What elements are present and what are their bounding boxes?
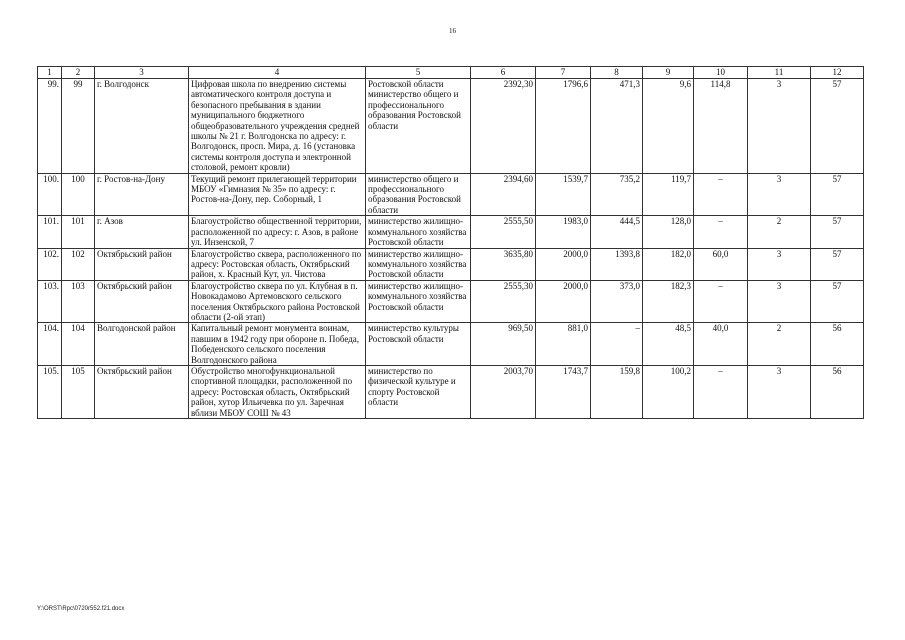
row-number: 104.: [38, 323, 62, 366]
row-value-12: 57: [811, 280, 864, 323]
table-row: [38, 365, 864, 418]
column-header: 3: [95, 67, 189, 79]
row-description: Капитальный ремонт монумента воинам, павшим в 1942 году при обороне п. Победа, Победенского сельского поселения Волгодонского района: [189, 323, 366, 366]
row-location: г. Волгодонск: [95, 79, 189, 174]
row-number: 100.: [38, 173, 62, 216]
row-total: 2392,30: [471, 79, 536, 174]
table-row: [38, 248, 864, 280]
row-value-8: 735,2: [591, 173, 643, 216]
column-header: 8: [591, 67, 643, 79]
row-location: г. Ростов-на-Дону: [95, 173, 189, 216]
row-index: 100: [62, 173, 95, 216]
row-value-7: 1539,7: [536, 173, 591, 216]
header-row: [38, 67, 864, 79]
row-value-11: 2: [748, 216, 811, 248]
row-total: 969,50: [471, 323, 536, 366]
row-value-10: –: [694, 173, 748, 216]
row-value-9: 100,2: [643, 365, 694, 418]
row-ministry: министерство жилищно-коммунального хозяйства Ростовской области: [366, 280, 471, 323]
row-total: 2394,60: [471, 173, 536, 216]
column-header: 10: [694, 67, 748, 79]
column-header: 1: [38, 67, 62, 79]
row-value-9: 128,0: [643, 216, 694, 248]
row-index: 102: [62, 248, 95, 280]
row-ministry: министерство по физической культуре и спорту Ростовской области: [366, 365, 471, 418]
row-location: Волгодонской район: [95, 323, 189, 366]
row-location: г. Азов: [95, 216, 189, 248]
row-ministry: министерство культуры Ростовской области: [366, 323, 471, 366]
row-number: 102.: [38, 248, 62, 280]
row-value-8: 373,0: [591, 280, 643, 323]
row-value-9: 48,5: [643, 323, 694, 366]
column-header: 11: [748, 67, 811, 79]
row-value-12: 57: [811, 216, 864, 248]
row-value-9: 9,6: [643, 79, 694, 174]
table-header: [38, 67, 864, 79]
row-ministry: министерство жилищно-коммунального хозяйства Ростовской области: [366, 216, 471, 248]
row-number: 101.: [38, 216, 62, 248]
row-ministry: Ростовской области министерство общего и профессионального образования Ростовской области: [366, 79, 471, 174]
row-value-7: 1743,7: [536, 365, 591, 418]
table-row: [38, 79, 864, 174]
row-index: 105: [62, 365, 95, 418]
row-value-8: 159,8: [591, 365, 643, 418]
column-header: 9: [643, 67, 694, 79]
row-location: Октябрьский район: [95, 280, 189, 323]
row-value-10: –: [694, 280, 748, 323]
row-index: 99: [62, 79, 95, 174]
row-value-12: 56: [811, 365, 864, 418]
row-value-10: 114,8: [694, 79, 748, 174]
row-value-10: –: [694, 216, 748, 248]
row-value-11: 3: [748, 248, 811, 280]
row-value-11: 3: [748, 280, 811, 323]
row-value-9: 182,3: [643, 280, 694, 323]
row-value-11: 3: [748, 173, 811, 216]
footer-file-path: Y:\ORST\Rpc\0720r552.f21.docx: [37, 606, 125, 612]
row-value-9: 119,7: [643, 173, 694, 216]
row-description: Текущий ремонт прилегающей территории МБОУ «Гимназия № 35» по адресу: г. Ростов-на-Дону, пер. Соборный, 1: [189, 173, 366, 216]
row-ministry: министерство общего и профессионального образования Ростовской области: [366, 173, 471, 216]
page-number: 16: [449, 27, 456, 35]
row-index: 103: [62, 280, 95, 323]
row-value-11: 2: [748, 323, 811, 366]
row-value-8: 471,3: [591, 79, 643, 174]
row-value-7: 2000,0: [536, 280, 591, 323]
row-value-12: 57: [811, 79, 864, 174]
column-header: 6: [471, 67, 536, 79]
row-value-7: 881,0: [536, 323, 591, 366]
row-location: Октябрьский район: [95, 365, 189, 418]
row-total: 2003,70: [471, 365, 536, 418]
row-value-7: 1983,0: [536, 216, 591, 248]
row-number: 99.: [38, 79, 62, 174]
table-row: [38, 323, 864, 366]
row-value-12: 57: [811, 248, 864, 280]
row-value-8: 1393,8: [591, 248, 643, 280]
row-index: 104: [62, 323, 95, 366]
row-value-9: 182,0: [643, 248, 694, 280]
row-value-12: 57: [811, 173, 864, 216]
table-row: [38, 173, 864, 216]
row-description: Благоустройство сквера, расположенного по адресу: Ростовская область, Октябрьский район, х. Красный Кут, ул. Чистова: [189, 248, 366, 280]
row-value-10: 40,0: [694, 323, 748, 366]
row-value-11: 3: [748, 365, 811, 418]
row-value-10: –: [694, 365, 748, 418]
registry-table: [37, 66, 864, 419]
row-description: Благоустройство общественной территории, расположенной по адресу: г. Азов, в районе ул. Инзенской, 7: [189, 216, 366, 248]
row-value-10: 60,0: [694, 248, 748, 280]
row-description: Цифровая школа по внедрению системы автоматического контроля доступа и безопасного пребывания в здании муниципального бюджетного общеобразовательного учреждения средней школы № 21 г. Волгодонска по адресу: г. Волгодонск, просп. Мира, д. 16 (установка системы контроля доступа и электронной столовой, ремонт кровли): [189, 79, 366, 174]
row-number: 105.: [38, 365, 62, 418]
row-total: 2555,30: [471, 280, 536, 323]
row-ministry: министерство жилищно-коммунального хозяйства Ростовской области: [366, 248, 471, 280]
row-description: Благоустройство сквера по ул. Клубная в п. Новокадамово Артемовского сельского поселения Октябрьского района Ростовской области (2-ой этап): [189, 280, 366, 323]
row-value-11: 3: [748, 79, 811, 174]
column-header: 4: [189, 67, 366, 79]
row-value-7: 1796,6: [536, 79, 591, 174]
column-header: 12: [811, 67, 864, 79]
row-index: 101: [62, 216, 95, 248]
table-row: [38, 280, 864, 323]
row-value-7: 2000,0: [536, 248, 591, 280]
row-total: 2555,50: [471, 216, 536, 248]
column-header: 5: [366, 67, 471, 79]
table-body: [38, 79, 864, 419]
row-location: Октябрьский район: [95, 248, 189, 280]
column-header: 2: [62, 67, 95, 79]
row-value-8: 444,5: [591, 216, 643, 248]
row-description: Обустройство многофункциональной спортивной площадки, расположенной по адресу: Ростовская область, Октябрьский район, хутор Ильичевка по ул. Заречная вблизи МБОУ СОШ № 43: [189, 365, 366, 418]
row-number: 103.: [38, 280, 62, 323]
column-header: 7: [536, 67, 591, 79]
table-row: [38, 216, 864, 248]
row-total: 3635,80: [471, 248, 536, 280]
row-value-12: 56: [811, 323, 864, 366]
row-value-8: –: [591, 323, 643, 366]
